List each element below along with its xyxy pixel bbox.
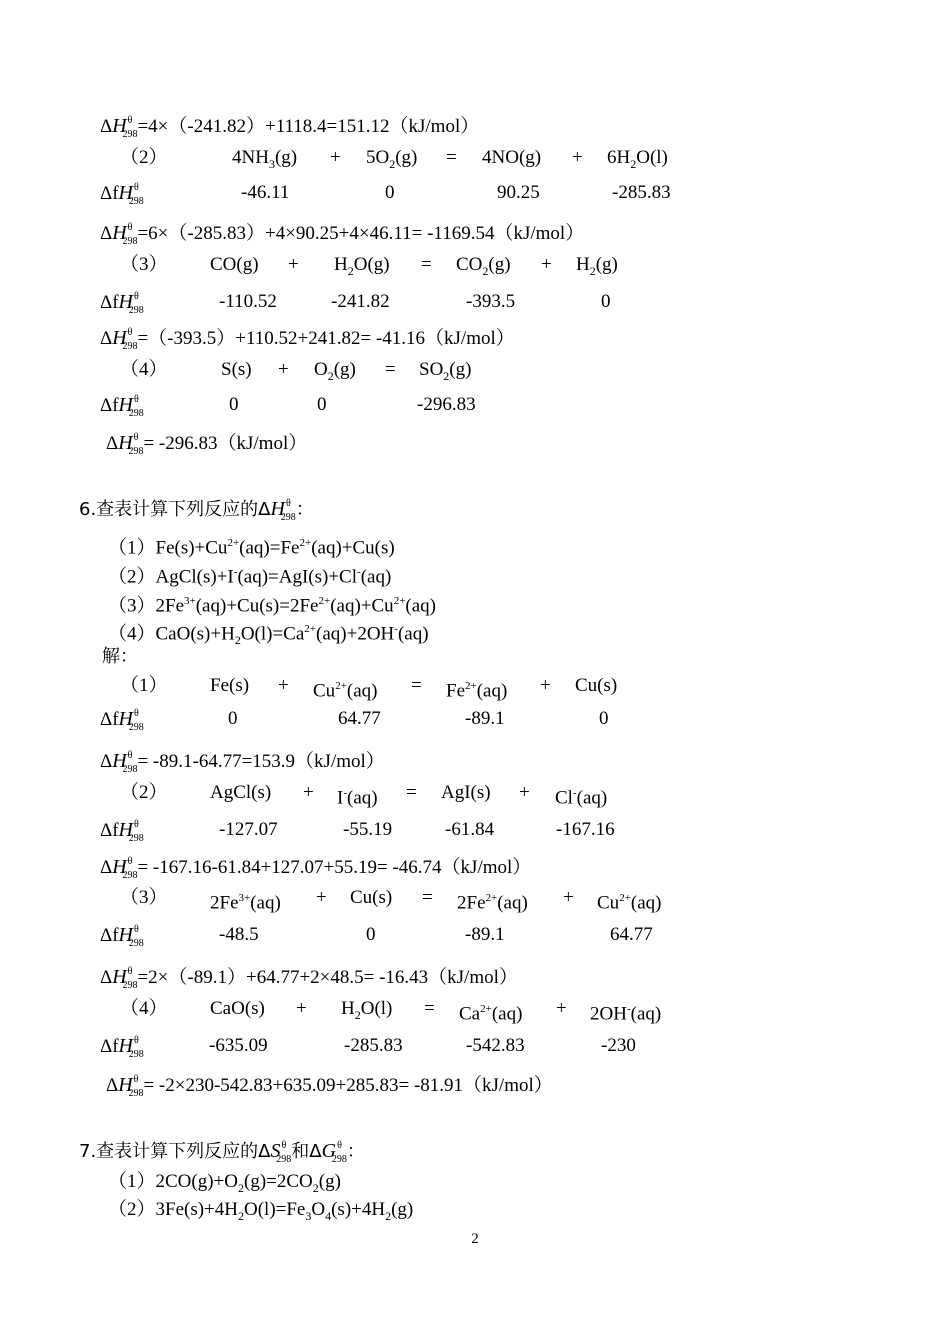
term: 4NO(g)	[482, 147, 542, 168]
term: $5O_2(g)$	[366, 147, 418, 171]
temperature-sub: 298	[122, 236, 138, 247]
standard-state-sup: θ	[134, 924, 139, 935]
q7-title-mid: 和Δ	[291, 1141, 322, 1162]
solution-2-values	[0, 818, 950, 842]
term: -241.82	[331, 291, 390, 312]
solution-4-values	[0, 1034, 950, 1058]
term: $4NH_3(g)$	[232, 147, 298, 171]
temperature-sub: 298	[128, 1049, 144, 1060]
standard-state-sup: θ	[127, 966, 133, 977]
standard-state-sup: θ	[127, 115, 133, 126]
term: -230	[601, 1035, 636, 1056]
delta-h298-symbol	[100, 222, 138, 247]
delta-h298-symbol	[106, 1074, 144, 1099]
term: =	[411, 675, 422, 696]
temperature-sub: 298	[122, 341, 138, 352]
term: AgI(s)	[441, 782, 491, 803]
term: CO(g)	[210, 254, 259, 275]
term: $O_2(g)$	[314, 359, 356, 383]
delta-h298-symbol	[106, 432, 144, 457]
term: =	[422, 887, 433, 908]
term: 64.77	[610, 924, 653, 945]
standard-state-sup: θ	[133, 432, 139, 443]
q7-title-text: 7.查表计算下列反应的Δ	[79, 1141, 271, 1162]
temperature-sub: 298	[280, 512, 296, 523]
result-text: = -296.83（kJ/mol）	[143, 433, 308, 454]
symbol-letter: H	[118, 291, 133, 313]
term: 0	[366, 924, 376, 945]
symbol-letter: H	[118, 432, 133, 454]
reaction-2-values	[0, 181, 950, 205]
term: +	[278, 359, 289, 380]
term: -296.83	[417, 394, 476, 415]
delta-symbol: Δ	[100, 116, 113, 137]
solution-label: 解：	[102, 646, 138, 667]
symbol-letter: H	[118, 924, 133, 946]
reaction-3-values	[0, 290, 950, 314]
term: =	[446, 147, 457, 168]
term: -393.5	[466, 291, 516, 312]
term: -55.19	[343, 819, 393, 840]
page-number: 2	[471, 1231, 479, 1247]
q6-item-3: $(3)2Fe^{3+}(aq)+Cu(s)=2Fe^{2+}(aq)+Cu^{2+}(aq)$	[108, 595, 436, 617]
term: Cu(s)	[575, 675, 618, 696]
delta-symbol: Δf	[100, 925, 119, 946]
result-r2	[100, 221, 584, 249]
symbol-letter: H	[118, 708, 133, 730]
result-text: =2×（-89.1）+64.77+2×48.5= -16.43（kJ/mol）	[137, 967, 518, 988]
symbol-letter: H	[118, 394, 133, 416]
temperature-sub: 298	[128, 938, 144, 949]
term: 0	[228, 708, 238, 729]
solution-1-values	[0, 707, 950, 731]
symbol-letter: H	[112, 115, 127, 137]
solution-4-label: （4）	[120, 998, 168, 1019]
h298-symbol	[270, 498, 296, 523]
term: -61.84	[445, 819, 495, 840]
term: -285.83	[344, 1035, 403, 1056]
symbol-letter: H	[118, 1074, 133, 1096]
result-s3	[100, 965, 518, 993]
temperature-sub: 298	[331, 1154, 347, 1165]
term: +	[316, 887, 327, 908]
term: Cl-(aq)	[555, 787, 608, 809]
term: $2Fe^{3+}(aq)$	[210, 892, 281, 914]
term: AgCl(s)	[210, 782, 272, 803]
solution-4-terms	[0, 997, 950, 1025]
term: Cu(s)	[350, 887, 393, 908]
term: I-(aq)	[337, 787, 378, 809]
delta-symbol: Δf	[100, 395, 119, 416]
result-s2	[100, 855, 531, 883]
symbol-letter: G	[321, 1140, 337, 1162]
term: $H_2(g)$	[576, 254, 618, 278]
result-text: =4×（-241.82）+1118.4=151.12（kJ/mol）	[137, 116, 480, 137]
result-s1	[100, 749, 385, 777]
symbol-letter: H	[112, 222, 127, 244]
term: 0	[599, 708, 609, 729]
solution-1-label: （1）	[120, 675, 168, 696]
standard-state-sup: θ	[134, 291, 139, 302]
standard-state-sup: θ	[281, 1140, 287, 1151]
symbol-letter: H	[112, 750, 127, 772]
reaction-4-label: （4）	[120, 359, 168, 380]
standard-state-sup: θ	[134, 394, 139, 405]
term: 64.77	[338, 708, 381, 729]
term: $2Fe^{2+}(aq)$	[457, 892, 528, 914]
delta-h298-symbol	[100, 327, 138, 352]
term: +	[278, 675, 289, 696]
standard-state-sup: θ	[134, 708, 139, 719]
temperature-sub: 298	[122, 764, 138, 775]
term: $H_2O(g)$	[334, 254, 390, 278]
temperature-sub: 298	[128, 196, 144, 207]
term: +	[541, 254, 552, 275]
result-text: = -2×230-542.83+635.09+285.83= -81.91（kJ/mol）	[143, 1075, 553, 1096]
delta-symbol: Δ	[100, 967, 113, 988]
term: CaO(s)	[210, 998, 265, 1019]
delta-symbol: Δ	[100, 857, 113, 878]
term: +	[540, 675, 551, 696]
temperature-sub: 298	[128, 305, 144, 316]
q6-item-4: $(4)CaO(s)+H_2O(l)=Ca^{2+}(aq)+2OH^-(aq)$	[108, 623, 429, 648]
term: $CO_2(g)$	[456, 254, 511, 278]
q6-title	[79, 497, 314, 525]
result-text: = -89.1-64.77=153.9（kJ/mol）	[137, 751, 385, 772]
symbol-letter: H	[118, 819, 133, 841]
temperature-sub: 298	[128, 446, 144, 457]
q7-title	[79, 1139, 365, 1167]
term: $Cu^{2+}(aq)$	[313, 680, 378, 702]
q6-item-1: $(1)Fe(s)+Cu^{2+}(aq)=Fe^{2+}(aq)+Cu(s)$	[108, 537, 395, 559]
term: -89.1	[465, 924, 505, 945]
delta-symbol: Δ	[106, 433, 119, 454]
result-r4	[106, 431, 307, 459]
standard-state-sup: θ	[127, 327, 133, 338]
delta-h298-symbol	[100, 856, 138, 881]
reaction-2-label: （2）	[120, 147, 168, 168]
q7-title-end: ：	[346, 1141, 365, 1162]
term: 0	[229, 394, 239, 415]
standard-state-sup: θ	[337, 1140, 342, 1151]
term: +	[563, 887, 574, 908]
symbol-letter: H	[270, 498, 285, 520]
delta-symbol: Δf	[100, 292, 119, 313]
solution-3-values	[0, 923, 950, 947]
solution-1-terms	[0, 674, 950, 702]
term: $Fe^{2+}(aq)$	[446, 680, 508, 702]
temperature-sub: 298	[122, 129, 138, 140]
solution-3-terms	[0, 886, 950, 914]
temperature-sub: 298	[276, 1154, 292, 1165]
term: =	[421, 254, 432, 275]
standard-state-sup: θ	[127, 222, 133, 233]
result-text: =（-393.5）+110.52+241.82= -41.16（kJ/mol）	[137, 328, 515, 349]
symbol-letter: H	[118, 1035, 133, 1057]
standard-state-sup: θ	[127, 750, 133, 761]
term: +	[330, 147, 341, 168]
term: Fe(s)	[210, 675, 250, 696]
term: +	[519, 782, 530, 803]
result-s4	[106, 1073, 553, 1101]
term: -46.11	[241, 182, 290, 203]
delta-h298-symbol	[100, 750, 138, 775]
symbol-letter: S	[270, 1140, 281, 1162]
term: -110.52	[219, 291, 277, 312]
term: -167.16	[556, 819, 615, 840]
q6-title-end: ：	[295, 499, 314, 520]
term: S(s)	[221, 359, 252, 380]
result-text: = -167.16-61.84+127.07+55.19= -46.74（kJ/mol）	[137, 857, 532, 878]
term: $Cu^{2+}(aq)$	[597, 892, 662, 914]
symbol-letter: H	[112, 327, 127, 349]
delta-symbol: Δf	[100, 1036, 119, 1057]
result-r1	[100, 114, 479, 142]
solution-2-label: （2）	[120, 782, 168, 803]
reaction-3-terms	[0, 253, 950, 277]
term: $Ca^{2+}(aq)$	[459, 1003, 523, 1025]
standard-state-sup: θ	[134, 182, 139, 193]
reaction-4-values	[0, 393, 950, 417]
term: =	[406, 782, 417, 803]
term: -89.1	[465, 708, 505, 729]
result-r3	[100, 326, 515, 354]
temperature-sub: 298	[122, 980, 138, 991]
s298-symbol	[270, 1140, 292, 1165]
term: $H_2O(l)$	[341, 998, 393, 1022]
reaction-3-label: （3）	[120, 254, 168, 275]
standard-state-sup: θ	[133, 1074, 139, 1085]
g298-symbol	[321, 1140, 347, 1165]
symbol-letter: H	[118, 182, 133, 204]
solution-2-terms	[0, 781, 950, 809]
temperature-sub: 298	[128, 722, 144, 733]
symbol-letter: H	[112, 856, 127, 878]
delta-symbol: Δ	[100, 751, 113, 772]
delta-symbol: Δf	[100, 709, 119, 730]
reaction-2-terms	[0, 146, 950, 170]
term: +	[303, 782, 314, 803]
delta-symbol: Δ	[106, 1075, 119, 1096]
q6-item-2: （2）AgCl(s)+I-(aq)=AgI(s)+Cl-(aq)	[108, 566, 392, 588]
result-text: =6×（-285.83）+4×90.25+4×46.11= -1169.54（kJ/mol）	[137, 223, 585, 244]
term: 90.25	[497, 182, 540, 203]
term: -285.83	[612, 182, 671, 203]
temperature-sub: 298	[128, 1088, 144, 1099]
term: 0	[317, 394, 327, 415]
standard-state-sup: θ	[134, 1035, 139, 1046]
term: -542.83	[466, 1035, 525, 1056]
q6-title-text: 6.查表计算下列反应的Δ	[79, 499, 271, 520]
term: +	[296, 998, 307, 1019]
term: =	[385, 359, 396, 380]
q7-item-2: $(2)3Fe(s)+4H_2O(l)=Fe_3O_4(s)+4H_2(g)$	[108, 1199, 414, 1223]
delta-symbol: Δf	[100, 820, 119, 841]
term: $6H_2O(l)$	[607, 147, 668, 171]
temperature-sub: 298	[122, 870, 138, 881]
delta-symbol: Δ	[100, 328, 113, 349]
term: 2OH-(aq)	[590, 1003, 662, 1025]
delta-symbol: Δ	[100, 223, 113, 244]
standard-state-sup: θ	[134, 819, 139, 830]
delta-symbol: Δf	[100, 183, 119, 204]
q7-item-1: $(1)2CO(g)+O_2(g)=2CO_2(g)$	[108, 1171, 341, 1195]
symbol-letter: H	[112, 966, 127, 988]
delta-h298-symbol	[100, 115, 138, 140]
term: +	[556, 998, 567, 1019]
term: -48.5	[219, 924, 259, 945]
temperature-sub: 298	[128, 833, 144, 844]
reaction-4-terms	[0, 358, 950, 382]
delta-h298-symbol	[100, 966, 138, 991]
term: +	[288, 254, 299, 275]
solution-3-label: （3）	[120, 887, 168, 908]
standard-state-sup: θ	[285, 498, 291, 509]
term: -127.07	[219, 819, 278, 840]
term: =	[424, 998, 435, 1019]
term: $SO_2(g)$	[419, 359, 472, 383]
term: 0	[385, 182, 395, 203]
temperature-sub: 298	[128, 408, 144, 419]
term: +	[572, 147, 583, 168]
term: 0	[601, 291, 611, 312]
standard-state-sup: θ	[127, 856, 133, 867]
term: -635.09	[209, 1035, 268, 1056]
